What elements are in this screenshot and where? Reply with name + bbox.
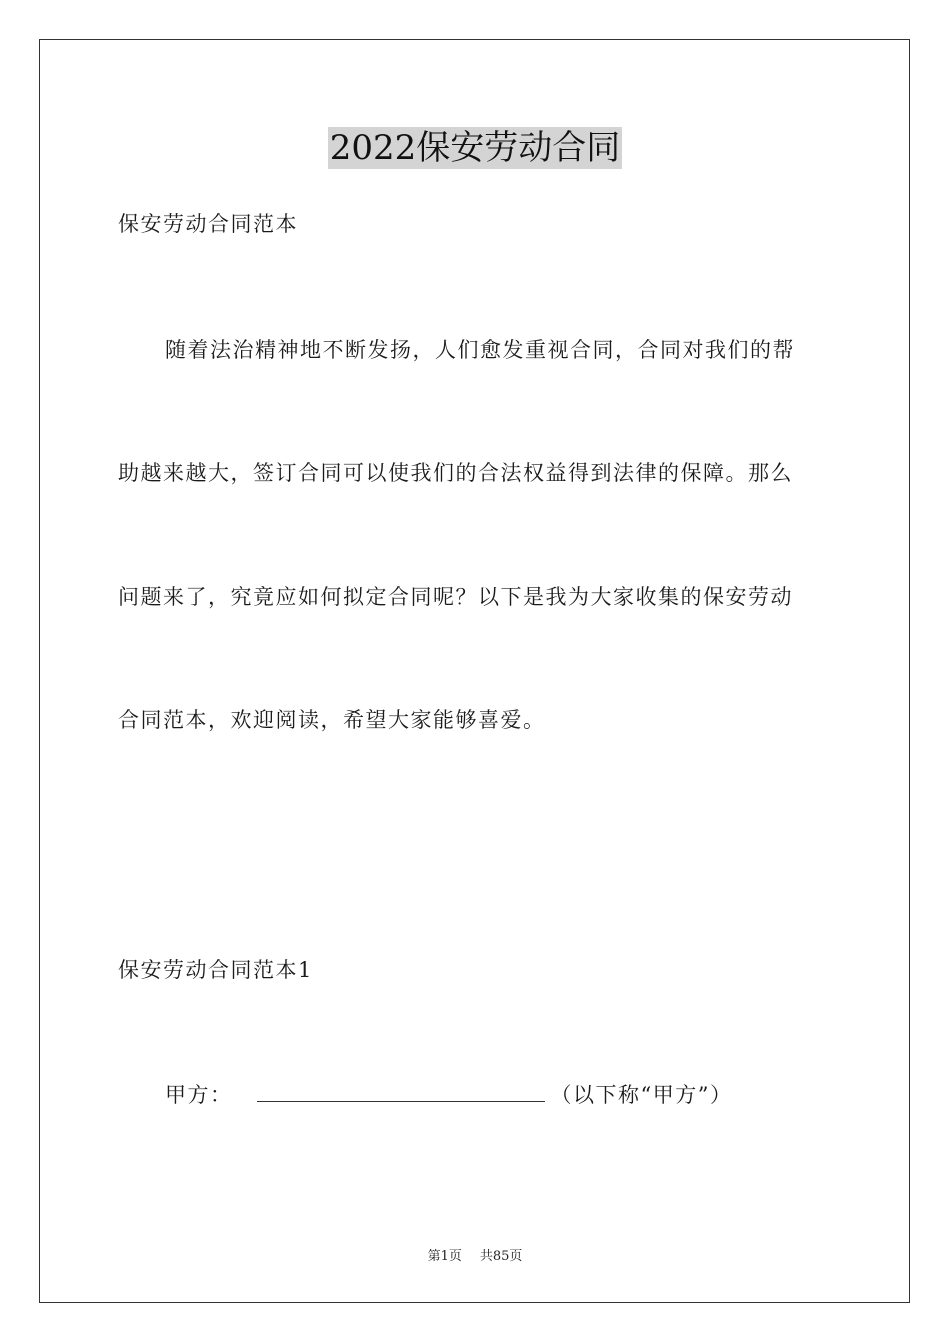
- document-subtitle: 保安劳动合同范本: [118, 212, 298, 236]
- party-a-row: [165, 1081, 732, 1109]
- intro-line-2: 助越来越大，签订合同可以使我们的合法权益得到法律的保障。那么: [118, 461, 793, 485]
- intro-line-1: 随着法治精神地不断发扬，人们愈发重视合同，合同对我们的帮: [165, 338, 795, 362]
- section-title: 保安劳动合同范本1: [118, 958, 313, 982]
- page-total: 共85页: [479, 1249, 523, 1264]
- page-footer: [0, 1248, 950, 1266]
- page-number: 第1页: [427, 1249, 462, 1264]
- party-a-label: 甲方：: [165, 1083, 233, 1107]
- party-a-suffix: （以下称“甲方”）: [550, 1083, 733, 1107]
- intro-line-3: 问题来了，究竟应如何拟定合同呢？以下是我为大家收集的保安劳动: [118, 585, 793, 609]
- title-container: [0, 127, 950, 169]
- party-a-blank-line: [257, 1081, 545, 1102]
- intro-line-4: 合同范本，欢迎阅读，希望大家能够喜爱。: [118, 708, 546, 732]
- document-title: 2022保安劳动合同: [329, 128, 621, 168]
